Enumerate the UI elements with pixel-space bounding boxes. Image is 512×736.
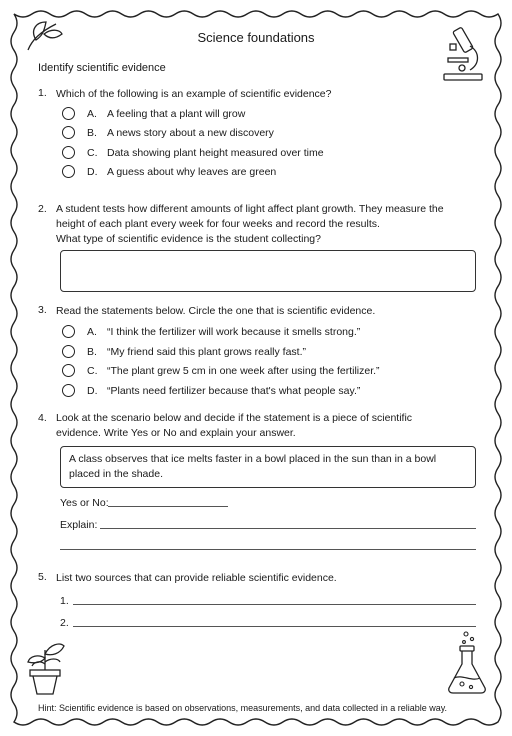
q3-option-c[interactable]: C. “The plant grew 5 cm in one week after using the fertilizer.” (62, 364, 380, 377)
answer-bubble[interactable] (62, 165, 75, 178)
potted-plant-icon (22, 636, 68, 696)
yes-no-answer-line[interactable] (108, 506, 228, 507)
q1-option-a[interactable]: A. A feeling that a plant will grow (62, 107, 245, 120)
worksheet-subtitle: Identify scientific evidence (38, 62, 166, 74)
question-number: 2. (38, 203, 47, 215)
q3-option-d[interactable]: D. “Plants need fertilizer because that's what people say.” (62, 384, 360, 397)
answer-bubble[interactable] (62, 345, 75, 358)
explain-label: Explain: (60, 519, 98, 531)
q1-option-c[interactable]: C. Data showing plant height measured over time (62, 146, 324, 159)
answer-bubble[interactable] (62, 325, 75, 338)
hint-text: Hint: Scientific evidence is based on observations, measurements, and data collected in a reliable way. (38, 703, 448, 713)
list-item-number: 1. (60, 595, 69, 607)
question-2-text: A student tests how different amounts of light affect plant growth. They measure the height of each plant every week for four weeks and record the results. What type of scientific evidence is the student collecting? (56, 203, 444, 245)
list-item-number: 2. (60, 617, 69, 629)
q1-option-d[interactable]: D. A guess about why leaves are green (62, 165, 276, 178)
question-5-text: List two sources that can provide reliable scientific evidence. (56, 572, 337, 584)
page-title: Science foundations (197, 30, 315, 45)
explain-answer-line[interactable] (60, 549, 476, 550)
question-4-text: Look at the scenario below and decide if the statement is a piece of scientific evidence. Write Yes or No and explain your answer. (56, 412, 413, 439)
answer-bubble[interactable] (62, 126, 75, 139)
answer-bubble[interactable] (62, 107, 75, 120)
explain-answer-line[interactable] (100, 528, 476, 529)
scenario-box: A class observes that ice melts faster in a bowl placed in the sun than in a bowl placed in the shade. (60, 446, 476, 488)
question-number: 4. (38, 412, 47, 424)
source-answer-line[interactable] (73, 626, 476, 627)
answer-bubble[interactable] (62, 146, 75, 159)
q3-option-b[interactable]: B. “My friend said this plant grows really fast.” (62, 345, 306, 358)
question-number: 5. (38, 571, 47, 583)
yes-no-label: Yes or No: (60, 497, 109, 509)
question-number: 3. (38, 304, 47, 316)
flask-icon (444, 630, 490, 696)
question-1-text: Which of the following is an example of scientific evidence? (56, 88, 332, 100)
answer-bubble[interactable] (62, 384, 75, 397)
question-3-text: Read the statements below. Circle the one that is scientific evidence. (56, 305, 376, 317)
question-number: 1. (38, 87, 47, 99)
q3-option-a[interactable]: A. “I think the fertilizer will work because it smells strong.” (62, 325, 360, 338)
source-answer-line[interactable] (73, 604, 476, 605)
answer-bubble[interactable] (62, 364, 75, 377)
q1-option-b[interactable]: B. A news story about a new discovery (62, 126, 274, 139)
answer-box[interactable] (60, 250, 476, 292)
